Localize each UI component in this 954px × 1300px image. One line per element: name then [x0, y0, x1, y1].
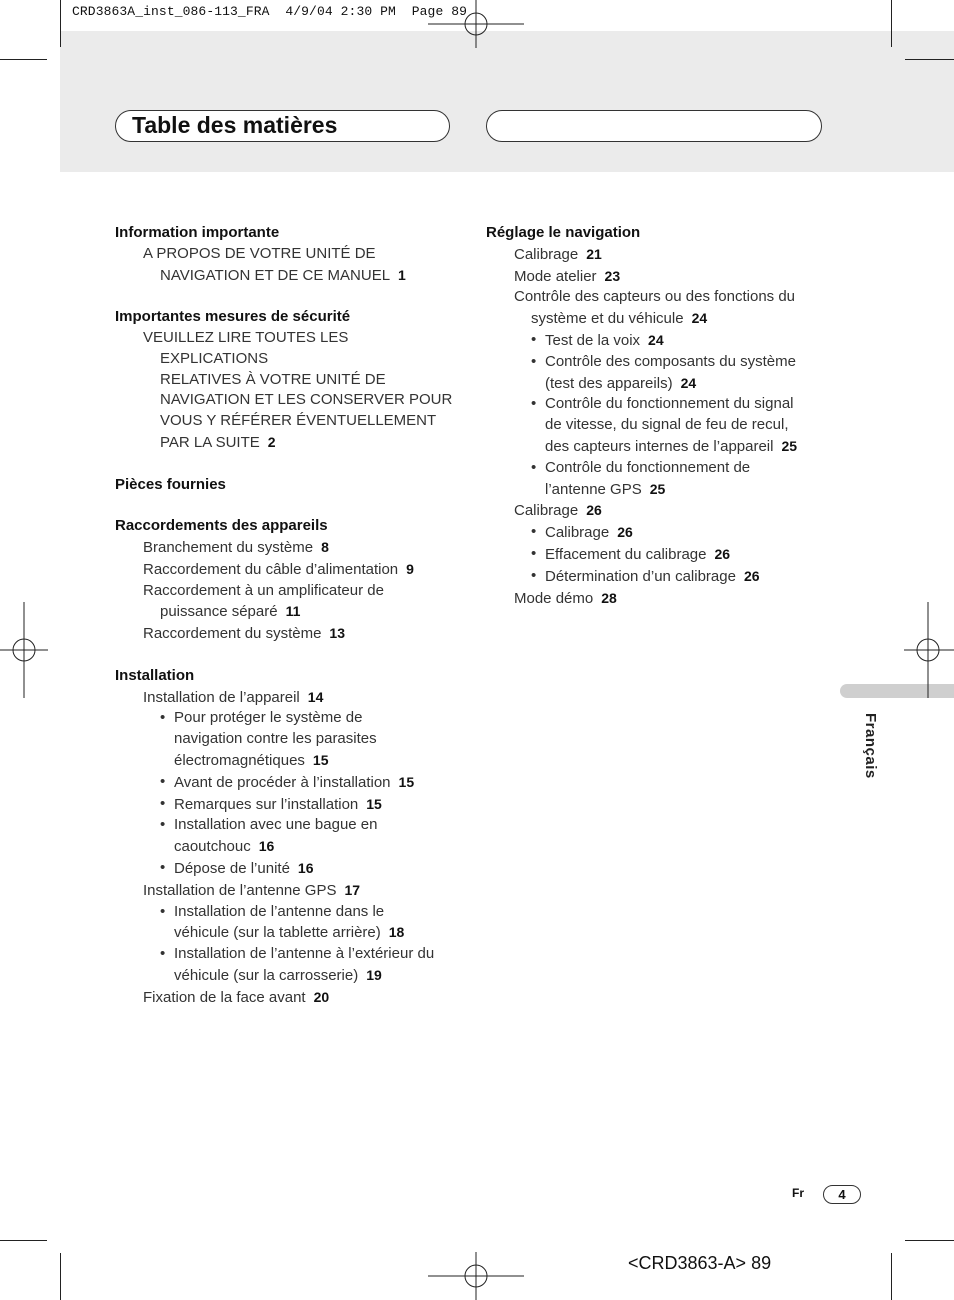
toc-entry-text: Test de la voix: [545, 331, 641, 349]
toc-entry[interactable]: [115, 559, 455, 581]
toc-entry-text: NAVIGATION ET DE CE MANUEL: [160, 266, 391, 284]
toc-entry-text: Installation avec une bague en: [174, 816, 378, 834]
toc-entry-text: Dépose de l’unité: [174, 859, 290, 877]
toc-entry-text: A PROPOS DE VOTRE UNITÉ DE: [143, 244, 376, 262]
toc-page-number: 15: [312, 751, 329, 768]
toc-page-number: 9: [406, 560, 414, 577]
toc-entry[interactable]: [486, 588, 816, 610]
toc-page-number: 26: [714, 545, 731, 562]
toc-entry[interactable]: [486, 394, 816, 457]
toc-page-number: 25: [649, 480, 666, 497]
toc-entry-text: Installation de l’appareil: [143, 688, 300, 706]
toc-entry[interactable]: [115, 987, 455, 1009]
bullet-icon: •: [160, 709, 166, 727]
toc-entry-text: Raccordement du système: [143, 625, 322, 643]
toc-entry[interactable]: [115, 815, 455, 858]
registration-mark-top: [428, 0, 524, 48]
toc-page-number: 15: [398, 773, 415, 790]
toc-page-number: 21: [586, 245, 602, 262]
crop-mark: [905, 1240, 954, 1241]
toc-entry-text: Contrôle des composants du système: [545, 352, 796, 370]
toc-entry[interactable]: [115, 858, 455, 880]
bullet-icon: •: [531, 458, 537, 476]
empty-header-box: [486, 110, 822, 142]
toc-page-number: 16: [297, 859, 314, 876]
toc-page-number: 24: [680, 374, 697, 391]
toc-entry-text: VOUS Y RÉFÉRER ÉVENTUELLEMENT: [160, 412, 437, 430]
toc-entry-text: système et du véhicule: [531, 310, 684, 328]
toc-entry-text: Raccordement à un amplificateur de: [143, 581, 384, 599]
toc-entry-text: Calibrage: [514, 245, 579, 263]
crop-mark: [0, 59, 47, 60]
bullet-icon: •: [531, 544, 537, 562]
toc-page-number: 23: [604, 267, 621, 284]
title-box: [115, 110, 450, 142]
registration-mark-right: [904, 602, 954, 698]
toc-page-number: 8: [321, 538, 329, 555]
toc-entry-text: Remarques sur l’installation: [174, 795, 359, 813]
bullet-icon: •: [160, 816, 166, 834]
toc-entry-text: véhicule (sur la tablette arrière): [174, 924, 381, 942]
toc-page-number: 11: [285, 603, 301, 620]
bullet-icon: •: [160, 945, 166, 963]
crop-mark: [0, 1240, 47, 1241]
toc-page-number: 13: [329, 625, 345, 642]
toc-entry-text: Fixation de la face avant: [143, 988, 306, 1006]
toc-entry-text: VEUILLEZ LIRE TOUTES LES EXPLICATIONS: [143, 328, 349, 367]
toc-entry-text: Contrôle du fonctionnement de: [545, 458, 751, 476]
toc-entry[interactable]: [486, 330, 816, 352]
toc-entry[interactable]: [115, 581, 455, 624]
toc-page-number: 24: [648, 331, 664, 348]
toc-entry-text: Calibrage: [545, 524, 610, 542]
toc-page-number: 1: [398, 266, 406, 283]
toc-page-number: 18: [388, 924, 405, 941]
toc-section-title: Réglage le navigation: [486, 224, 641, 241]
bullet-icon: •: [160, 902, 166, 920]
toc-entry-text: NAVIGATION ET LES CONSERVER POUR: [160, 391, 453, 409]
bullet-icon: •: [160, 772, 166, 790]
toc-section-title: Importantes mesures de sécurité: [115, 308, 351, 326]
toc-entry[interactable]: [486, 266, 816, 288]
toc-entry[interactable]: [115, 880, 455, 902]
toc-entry-text: Effacement du calibrage: [545, 545, 707, 563]
toc-entry-text: RELATIVES À VOTRE UNITÉ DE: [160, 370, 386, 388]
toc-entry[interactable]: [115, 902, 455, 945]
toc-entry-text: Contrôle du fonctionnement du signal: [545, 395, 794, 413]
toc-entry-text: Raccordement du câble d’alimentation: [143, 560, 399, 578]
toc-entry[interactable]: [115, 794, 455, 816]
toc-section-title: Information importante: [115, 224, 280, 241]
footer-lang-code: Fr: [792, 1186, 804, 1200]
toc-entry[interactable]: [486, 500, 816, 522]
toc-right-column: [486, 223, 816, 609]
bullet-icon: •: [531, 352, 537, 370]
toc-page-number: 20: [313, 988, 330, 1005]
toc-page-number: 14: [307, 688, 324, 705]
toc-page-number: 26: [743, 567, 760, 584]
toc-entry-text: de vitesse, du signal de feu de recul,: [545, 416, 789, 434]
toc-page-number: 25: [781, 437, 798, 454]
toc-entry-text: Pour protéger le système de: [174, 709, 363, 727]
toc-entry[interactable]: [115, 537, 455, 559]
toc-entry[interactable]: [486, 544, 816, 566]
toc-entry-text: puissance séparé: [160, 603, 278, 621]
toc-entry-text: caoutchouc: [174, 838, 251, 856]
section-gap: [115, 495, 455, 516]
toc-page-number: 17: [344, 881, 361, 898]
toc-entry-text: électromagnétiques: [174, 751, 305, 769]
toc-section-title: Raccordements des appareils: [115, 517, 328, 535]
toc-entry[interactable]: [115, 328, 455, 454]
toc-page-number: 19: [366, 966, 382, 983]
toc-page-number: 26: [586, 502, 602, 519]
header-band: [60, 31, 954, 172]
crop-mark: [891, 1253, 892, 1300]
page-title: Table des matières: [132, 112, 338, 138]
toc-left-column: [115, 223, 455, 1008]
toc-entry-text: Installation de l’antenne dans le: [174, 902, 385, 920]
toc-entry-text: l’antenne GPS: [545, 480, 642, 498]
registration-mark-left: [0, 602, 48, 698]
toc-entry[interactable]: [115, 772, 455, 794]
toc-entry-text: Détermination d’un calibrage: [545, 567, 736, 585]
toc-entry-text: Mode démo: [514, 589, 594, 607]
toc-entry-text: véhicule (sur la carrosserie): [174, 966, 359, 984]
toc-page-number: 16: [258, 838, 275, 855]
toc-entry-text: Installation de l’antenne GPS: [143, 881, 337, 899]
toc-entry-text: Contrôle des capteurs ou des fonctions du: [514, 288, 796, 306]
section-gap: [115, 454, 455, 475]
crop-mark: [60, 1253, 61, 1300]
toc-section-title: Pièces fournies: [115, 475, 226, 493]
toc-entry-text: (test des appareils): [545, 374, 673, 392]
bullet-icon: •: [531, 566, 537, 584]
toc-entry[interactable]: [486, 566, 816, 588]
toc-entry-text: navigation contre les parasites: [174, 730, 377, 748]
bullet-icon: •: [531, 523, 537, 541]
toc-entry-text: PAR LA SUITE: [160, 433, 260, 451]
toc-section-title: Installation: [115, 666, 195, 684]
toc-page-number: 28: [601, 589, 617, 606]
crop-mark: [60, 0, 61, 47]
crop-mark: [891, 0, 892, 47]
toc-entry[interactable]: [486, 458, 816, 501]
bullet-icon: •: [160, 858, 166, 876]
toc-entry[interactable]: [115, 944, 455, 987]
toc-entry-text: Branchement du système: [143, 538, 314, 556]
toc-entry-text: Calibrage: [514, 502, 579, 520]
footer-doc-code: <CRD3863-A> 89: [628, 1253, 772, 1273]
toc-entry-text: des capteurs internes de l’appareil: [545, 437, 774, 455]
toc-entry-text: Installation de l’antenne à l’extérieur du: [174, 945, 435, 963]
language-tab-label: Français: [862, 713, 879, 779]
section-gap: [115, 286, 455, 307]
toc-page-number: 2: [267, 433, 276, 450]
toc-entry[interactable]: [486, 522, 816, 544]
toc-entry[interactable]: [115, 708, 455, 771]
print-slug: CRD3863A_inst_086-113_FRA 4/9/04 2:30 PM Page 89: [72, 4, 468, 19]
toc-entry[interactable]: [486, 244, 816, 266]
bullet-icon: •: [531, 395, 537, 413]
toc-page-number: 24: [691, 310, 708, 327]
toc-page-number: 15: [366, 795, 382, 812]
page-number: 4: [823, 1185, 861, 1204]
toc-entry[interactable]: [115, 244, 455, 287]
toc-entry-text: Mode atelier: [514, 267, 597, 285]
registration-mark-bottom: [428, 1252, 524, 1300]
section-gap: [115, 645, 455, 666]
toc-entry[interactable]: [115, 687, 455, 709]
crop-mark: [905, 59, 954, 60]
bullet-icon: •: [160, 794, 166, 812]
toc-entry[interactable]: [486, 352, 816, 395]
toc-entry[interactable]: [486, 287, 816, 330]
toc-page-number: 26: [617, 524, 633, 541]
toc-entry[interactable]: [115, 623, 455, 645]
toc-entry-text: Avant de procéder à l’installation: [174, 773, 391, 791]
bullet-icon: •: [531, 330, 537, 348]
